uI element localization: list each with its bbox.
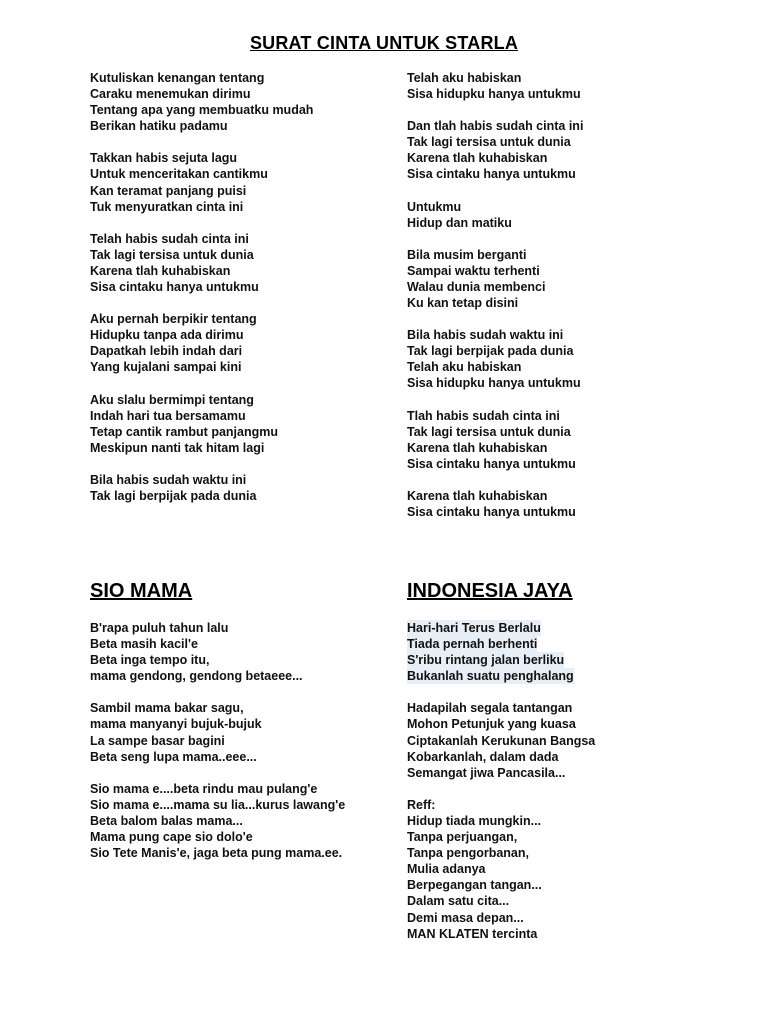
lyric-line: Indah hari tua bersamamu bbox=[90, 408, 246, 423]
lyric-line: Bila habis sudah waktu ini bbox=[90, 472, 247, 487]
lyric-line: Berikan hatiku padamu bbox=[90, 119, 228, 134]
stanza bbox=[407, 700, 707, 780]
lyric-line: Caraku menemukan dirimu bbox=[90, 87, 251, 102]
song-title-surat-cinta: SURAT CINTA UNTUK STARLA bbox=[249, 33, 519, 53]
lyric-line: MAN KLATEN tercinta bbox=[407, 926, 538, 941]
stanza bbox=[90, 781, 390, 861]
stanza bbox=[407, 118, 707, 182]
lyric-line: Ku kan tetap disini bbox=[407, 296, 519, 311]
lyric-line: Sio mama e....mama su lia...kurus lawang'e bbox=[90, 797, 346, 812]
lyric-line: Sio Tete Manis'e, jaga beta pung mama.ee. bbox=[90, 846, 343, 861]
lyric-line: Bila habis sudah waktu ini bbox=[407, 328, 564, 343]
stanza bbox=[407, 408, 707, 472]
lyric-line: Sisa cintaku hanya untukmu bbox=[90, 280, 259, 295]
lyric-line: Aku pernah berpikir tentang bbox=[90, 312, 257, 327]
indonesia-jaya-column bbox=[407, 576, 707, 958]
lyric-line: Telah habis sudah cinta ini bbox=[90, 231, 249, 246]
stanza bbox=[90, 472, 390, 504]
lyric-line: Tak lagi tersisa untuk dunia bbox=[90, 247, 254, 262]
stanza bbox=[90, 311, 390, 375]
lyric-line: Mama pung cape sio dolo'e bbox=[90, 830, 253, 845]
lyric-line: Sisa hidupku hanya untukmu bbox=[407, 87, 581, 102]
lyric-line: Semangat jiwa Pancasila... bbox=[407, 765, 566, 780]
lyric-line: Tetap cantik rambut panjangmu bbox=[90, 424, 278, 439]
highlighted-lyric: Hari-hari Terus Berlalu bbox=[407, 621, 541, 635]
sio-mama-column bbox=[90, 576, 390, 877]
lyric-line: Tanpa perjuangan, bbox=[407, 830, 518, 845]
lyric-line: Takkan habis sejuta lagu bbox=[90, 151, 238, 166]
lyric-line: Telah aku habiskan bbox=[407, 71, 522, 85]
lyric-line: Hidup tiada mungkin... bbox=[407, 813, 542, 828]
lyric-line: Hidupku tanpa ada dirimu bbox=[90, 328, 244, 343]
lyric-line: Karena tlah kuhabiskan bbox=[407, 440, 548, 455]
indonesia-jaya-lyrics bbox=[407, 620, 707, 942]
lyric-line: Beta masih kacil'e bbox=[90, 637, 198, 652]
stanza bbox=[90, 231, 390, 295]
lyric-line: Untukmu bbox=[407, 199, 462, 214]
lyric-line: Dapatkah lebih indah dari bbox=[90, 344, 243, 359]
lyric-line: Tlah habis sudah cinta ini bbox=[407, 408, 560, 423]
lyric-line: Sisa cintaku hanya untukmu bbox=[407, 504, 576, 519]
lyric-line: Aku slalu bermimpi tentang bbox=[90, 392, 254, 407]
song-title-sio-mama: SIO MAMA bbox=[90, 580, 193, 602]
highlighted-lyric: Tiada pernah berhenti bbox=[407, 637, 538, 652]
lyric-line: Untuk menceritakan cantikmu bbox=[90, 167, 268, 182]
stanza bbox=[407, 199, 707, 231]
lyric-line: Beta inga tempo itu, bbox=[90, 653, 210, 668]
lyric-line: Telah aku habiskan bbox=[407, 360, 522, 375]
lyric-line: Walau dunia membenci bbox=[407, 279, 546, 294]
lyric-line: Kutuliskan kenangan tentang bbox=[90, 71, 265, 85]
lyric-line: Tak lagi tersisa untuk dunia bbox=[407, 424, 571, 439]
lyric-line: Sisa hidupku hanya untukmu bbox=[407, 376, 581, 391]
lyric-line: Sampai waktu terhenti bbox=[407, 263, 540, 278]
lyric-line: mama manyanyi bujuk-bujuk bbox=[90, 717, 262, 732]
lyric-line: La sampe basar bagini bbox=[90, 733, 225, 748]
song-title-indonesia-jaya: INDONESIA JAYA bbox=[407, 580, 573, 602]
stanza bbox=[90, 620, 390, 684]
stanza bbox=[407, 620, 707, 684]
lyric-line: Tanpa pengorbanan, bbox=[407, 846, 529, 861]
stanza bbox=[407, 247, 707, 311]
stanza bbox=[90, 70, 390, 134]
lyric-line: Dan tlah habis sudah cinta ini bbox=[407, 119, 584, 134]
sio-mama-lyrics bbox=[90, 620, 390, 861]
lyric-line: Kan teramat panjang puisi bbox=[90, 183, 247, 198]
lyric-line: Reff: bbox=[407, 797, 436, 812]
lyric-line: Sisa cintaku hanya untukmu bbox=[407, 456, 576, 471]
lyric-line: Ciptakanlah Kerukunan Bangsa bbox=[407, 733, 596, 748]
lyric-line: Yang kujalani sampai kini bbox=[90, 360, 242, 375]
lyric-line bbox=[407, 668, 707, 684]
lyric-line: Beta balom balas mama... bbox=[90, 813, 243, 828]
lyric-line: Berpegangan tangan... bbox=[407, 878, 542, 893]
lyric-line: Karena tlah kuhabiskan bbox=[407, 151, 548, 166]
stanza bbox=[90, 700, 390, 764]
lyric-line bbox=[407, 636, 707, 652]
lyric-line: Meskipun nanti tak hitam lagi bbox=[90, 440, 265, 455]
lyric-line: Karena tlah kuhabiskan bbox=[407, 488, 548, 503]
stanza bbox=[407, 70, 707, 102]
lyric-line: Mohon Petunjuk yang kuasa bbox=[407, 717, 576, 732]
lyric-line: Tak lagi berpijak pada dunia bbox=[407, 344, 574, 359]
lyric-line: Dalam satu cita... bbox=[407, 894, 510, 909]
highlighted-lyric: S'ribu rintang jalan berliku bbox=[407, 653, 565, 668]
surat-cinta-right-column bbox=[407, 70, 707, 536]
highlighted-lyric: Bukanlah suatu penghalang bbox=[407, 669, 574, 684]
lyric-line: Tak lagi tersisa untuk dunia bbox=[407, 135, 571, 150]
lyric-line: Hidup dan matiku bbox=[407, 215, 512, 230]
lyric-line: Demi masa depan... bbox=[407, 910, 524, 925]
lyric-line bbox=[407, 620, 707, 636]
stanza bbox=[407, 327, 707, 391]
lyric-line: mama gendong, gendong betaeee... bbox=[90, 669, 303, 684]
lyric-line: Bila musim berganti bbox=[407, 247, 527, 262]
lyric-line: Kobarkanlah, dalam dada bbox=[407, 749, 559, 764]
lyric-line: Karena tlah kuhabiskan bbox=[90, 263, 231, 278]
lyric-line: Tak lagi berpijak pada dunia bbox=[90, 488, 257, 503]
lyric-line: Tuk menyuratkan cinta ini bbox=[90, 199, 244, 214]
lyric-line: Sambil mama bakar sagu, bbox=[90, 701, 244, 716]
stanza bbox=[407, 488, 707, 520]
lyric-line: Beta seng lupa mama..eee... bbox=[90, 749, 257, 764]
lyric-line bbox=[407, 652, 707, 668]
stanza bbox=[407, 797, 707, 942]
lyric-line: Mulia adanya bbox=[407, 862, 486, 877]
lyric-line: Hadapilah segala tantangan bbox=[407, 701, 573, 716]
lyric-line: Tentang apa yang membuatku mudah bbox=[90, 103, 314, 118]
stanza bbox=[90, 150, 390, 214]
lyric-line: Sisa cintaku hanya untukmu bbox=[407, 167, 576, 182]
lyric-line: Sio mama e....beta rindu mau pulang'e bbox=[90, 781, 318, 796]
lyric-line: B'rapa puluh tahun lalu bbox=[90, 621, 229, 635]
surat-cinta-left-column bbox=[90, 70, 390, 520]
stanza bbox=[90, 392, 390, 456]
